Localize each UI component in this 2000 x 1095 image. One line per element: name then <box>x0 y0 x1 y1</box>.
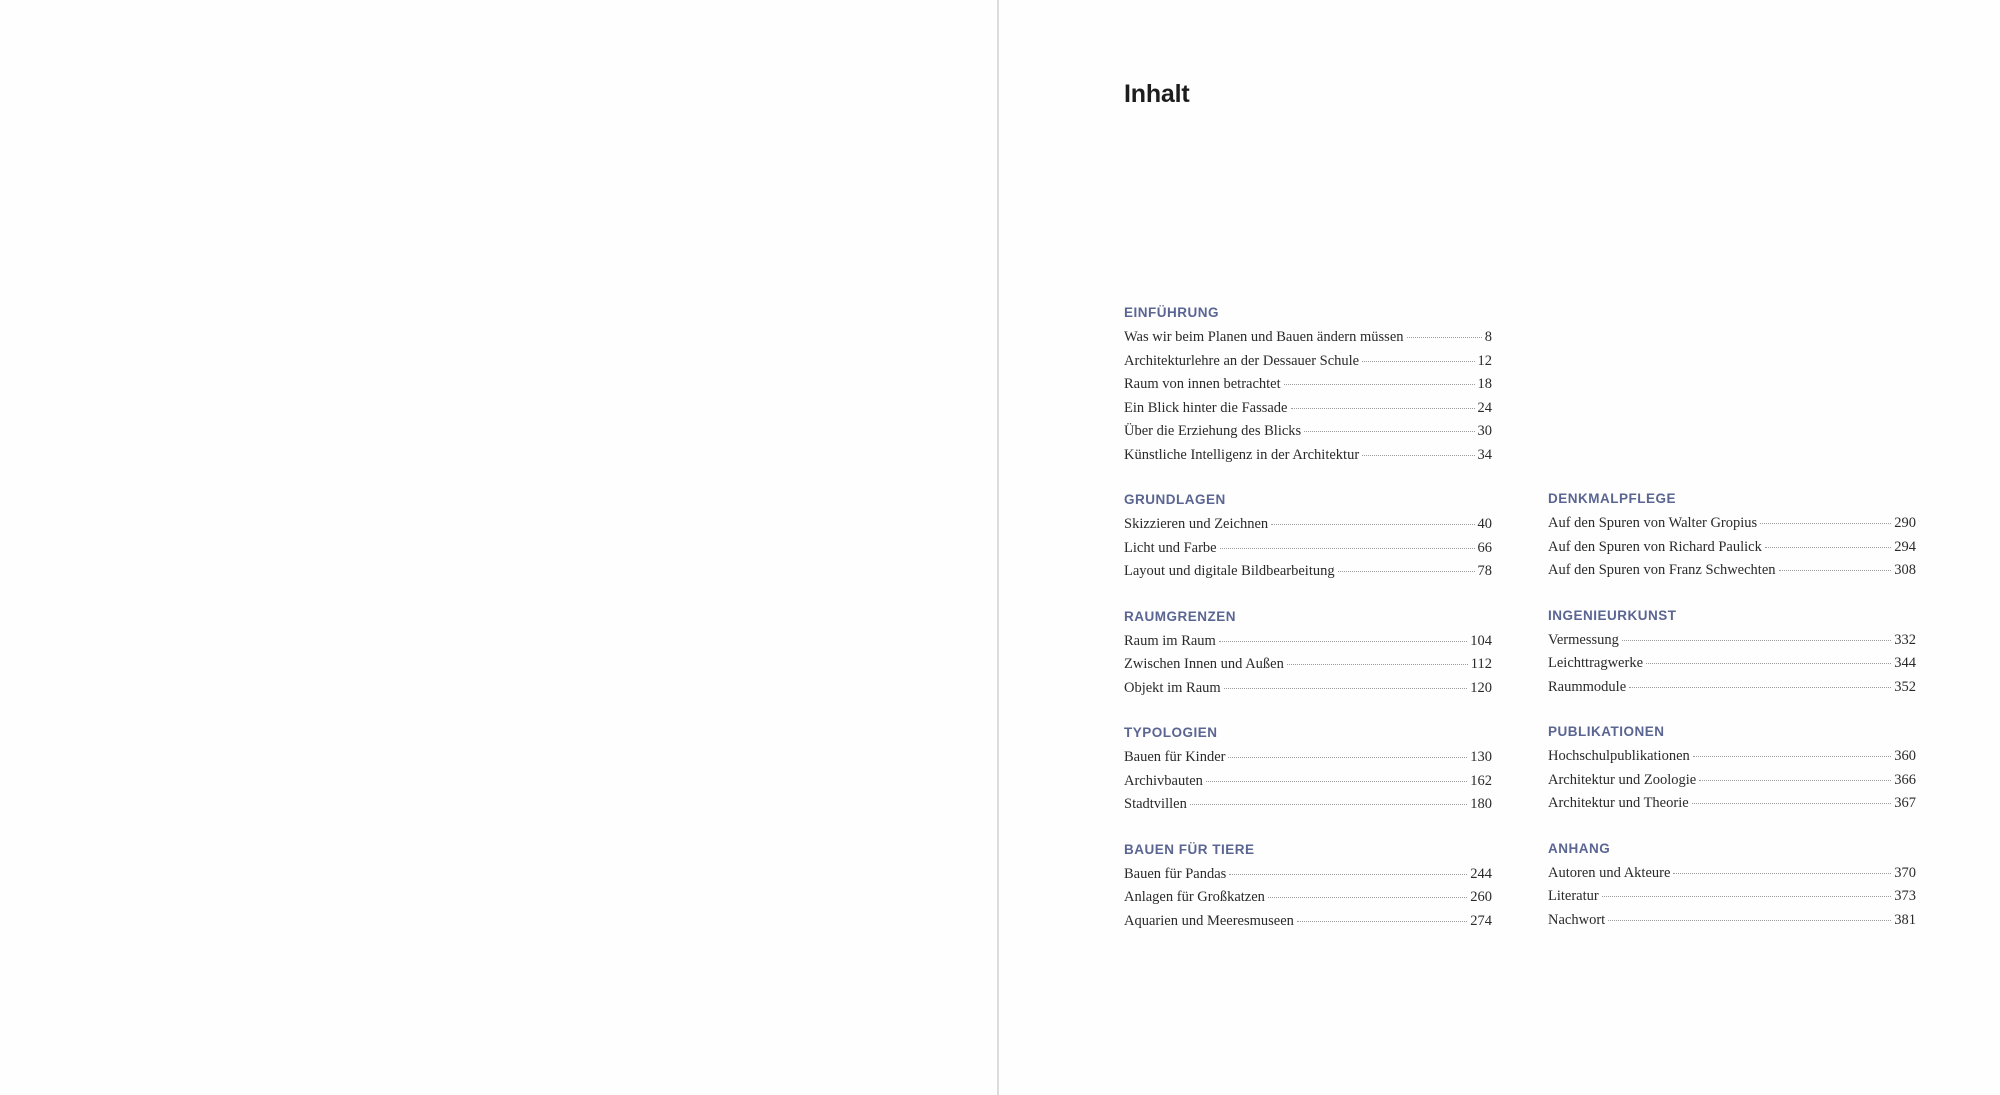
toc-entry-page-number: 294 <box>1894 538 1916 555</box>
toc-entry-page-number: 112 <box>1470 656 1492 672</box>
toc-entry-page-number: 360 <box>1894 748 1916 764</box>
toc-entry[interactable] <box>1124 653 1492 677</box>
toc-section <box>1124 490 1492 584</box>
toc-entry-title: Hochschulpublikationen <box>1548 748 1690 764</box>
toc-entry-title: Autoren und Akteure <box>1548 864 1671 881</box>
toc-entry-page-number: 40 <box>1477 516 1492 532</box>
dot-leader <box>1699 780 1891 781</box>
toc-entry-title: Auf den Spuren von Franz Schwechten <box>1548 562 1776 578</box>
section-heading: INGENIEURKUNST <box>1548 607 1677 623</box>
toc-entry[interactable] <box>1548 676 1916 700</box>
dot-leader <box>1291 408 1475 409</box>
toc-section <box>1124 723 1492 817</box>
toc-entry-title: Raum von innen betrachtet <box>1124 376 1281 392</box>
toc-entry-page-number: 130 <box>1470 749 1492 765</box>
toc-entry[interactable] <box>1548 512 1916 536</box>
toc-entry[interactable] <box>1124 770 1492 794</box>
toc-entry-page-number: 180 <box>1470 796 1492 812</box>
toc-entry[interactable] <box>1548 536 1916 560</box>
toc-entry-title: Stadtvillen <box>1124 796 1187 812</box>
toc-entry-page-number: 18 <box>1477 376 1492 392</box>
toc-entry-page-number: 352 <box>1894 678 1916 695</box>
toc-entry[interactable] <box>1124 793 1492 817</box>
toc-entry[interactable] <box>1124 373 1492 397</box>
dot-leader <box>1622 640 1891 641</box>
toc-entry-page-number: 78 <box>1477 563 1492 579</box>
dot-leader <box>1692 803 1892 804</box>
toc-entry[interactable] <box>1548 745 1916 769</box>
toc-entry-title: Nachwort <box>1548 911 1606 928</box>
toc-entry-title: Leichttragwerke <box>1548 655 1644 671</box>
dot-leader <box>1602 896 1892 897</box>
toc-entry-page-number: 308 <box>1894 562 1916 578</box>
toc-entry[interactable] <box>1124 444 1492 468</box>
toc-entry-page-number: 381 <box>1894 911 1916 928</box>
toc-entry-page-number: 12 <box>1477 352 1492 369</box>
toc-entry-title: Archivbauten <box>1124 772 1203 789</box>
toc-entry-page-number: 290 <box>1894 515 1916 531</box>
toc-entry-page-number: 66 <box>1477 539 1492 556</box>
toc-entry-list <box>1124 513 1492 584</box>
toc-entry-list <box>1124 746 1492 817</box>
toc-entry-page-number: 104 <box>1470 632 1492 649</box>
section-heading: GRUNDLAGEN <box>1124 492 1226 507</box>
toc-entry-list <box>1548 745 1916 816</box>
left-page <box>0 0 999 1095</box>
toc-entry-title: Objekt im Raum <box>1124 679 1221 696</box>
dot-leader <box>1765 547 1891 548</box>
section-heading: BAUEN FÜR TIERE <box>1124 841 1255 857</box>
toc-entry[interactable] <box>1124 746 1492 770</box>
toc-entry-title: Anlagen für Großkatzen <box>1124 889 1265 905</box>
toc-entry-page-number: 244 <box>1470 865 1492 882</box>
toc-section <box>1548 839 1916 933</box>
toc-entry-title: Auf den Spuren von Richard Paulick <box>1548 538 1762 555</box>
toc-entry[interactable] <box>1548 652 1916 676</box>
toc-entry-page-number: 162 <box>1470 772 1492 789</box>
toc-entry-page-number: 30 <box>1477 423 1492 439</box>
page-title: Inhalt <box>1124 80 1190 108</box>
toc-entry-page-number: 24 <box>1477 399 1492 416</box>
toc-entry[interactable] <box>1548 629 1916 653</box>
toc-entry[interactable] <box>1548 792 1916 816</box>
section-heading: PUBLIKATIONEN <box>1548 724 1665 739</box>
toc-entry[interactable] <box>1124 537 1492 561</box>
toc-entry[interactable] <box>1124 863 1492 887</box>
toc-entry-title: Künstliche Intelligenz in der Architektur <box>1124 446 1360 463</box>
toc-entry-page-number: 260 <box>1470 889 1492 905</box>
toc-entry-page-number: 120 <box>1470 679 1492 696</box>
toc-entry-title: Literatur <box>1548 888 1599 904</box>
toc-entry-page-number: 370 <box>1894 864 1916 881</box>
section-heading: RAUMGRENZEN <box>1124 608 1236 624</box>
section-heading: EINFÜHRUNG <box>1124 305 1219 320</box>
toc-entry-page-number: 344 <box>1894 655 1916 671</box>
dot-leader <box>1338 571 1475 572</box>
toc-entry-title: Aquarien und Meeresmuseen <box>1124 912 1294 929</box>
toc-section <box>1548 722 1916 816</box>
toc-entry-title: Layout und digitale Bildbearbeitung <box>1124 563 1335 579</box>
toc-entry[interactable] <box>1124 326 1492 350</box>
dot-leader <box>1228 757 1467 758</box>
toc-entry-list <box>1124 863 1492 934</box>
dot-leader <box>1229 874 1467 875</box>
toc-entry-list <box>1548 512 1916 583</box>
toc-entry[interactable] <box>1548 862 1916 886</box>
toc-entry-title: Ein Blick hinter die Fassade <box>1124 399 1288 416</box>
dot-leader <box>1407 337 1482 338</box>
toc-entry-title: Raum im Raum <box>1124 632 1216 649</box>
dot-leader <box>1287 664 1468 665</box>
toc-entry-title: Bauen für Kinder <box>1124 749 1226 765</box>
toc-entry-page-number: 274 <box>1470 912 1492 929</box>
dot-leader <box>1362 361 1474 362</box>
toc-column-left <box>1124 303 1492 956</box>
dot-leader <box>1284 384 1475 385</box>
toc-entry-page-number: 332 <box>1894 631 1916 648</box>
toc-entry-title: Raummodule <box>1548 678 1627 695</box>
toc-entry[interactable] <box>1548 769 1916 793</box>
right-page <box>999 0 2000 1095</box>
toc-entry-page-number: 34 <box>1477 446 1492 463</box>
dot-leader <box>1646 663 1891 664</box>
toc-entry-page-number: 367 <box>1894 795 1916 811</box>
section-heading: DENKMALPFLEGE <box>1548 491 1676 506</box>
toc-entry[interactable] <box>1548 885 1916 909</box>
toc-entry-title: Licht und Farbe <box>1124 539 1217 556</box>
toc-entry-title: Über die Erziehung des Blicks <box>1124 423 1302 439</box>
toc-entry-list <box>1124 630 1492 701</box>
dot-leader <box>1206 781 1467 782</box>
toc-entry-title: Auf den Spuren von Walter Gropius <box>1548 515 1758 531</box>
dot-leader <box>1362 455 1474 456</box>
toc-entry-title: Skizzieren und Zeichnen <box>1124 516 1269 532</box>
toc-entry[interactable] <box>1124 513 1492 537</box>
section-heading: ANHANG <box>1548 840 1611 856</box>
toc-entry[interactable] <box>1124 630 1492 654</box>
toc-entry-title: Bauen für Pandas <box>1124 865 1227 882</box>
toc-entry[interactable] <box>1124 560 1492 584</box>
toc-entry-page-number: 373 <box>1894 888 1916 904</box>
dot-leader <box>1268 897 1467 898</box>
toc-section <box>1124 607 1492 701</box>
toc-entry-title: Architekturlehre an der Dessauer Schule <box>1124 352 1360 369</box>
toc-entry-title: Vermessung <box>1548 631 1619 648</box>
toc-entry-page-number: 366 <box>1894 771 1916 788</box>
toc-entry[interactable] <box>1124 350 1492 374</box>
toc-entry[interactable] <box>1124 397 1492 421</box>
dot-leader <box>1271 524 1474 525</box>
toc-entry-list <box>1548 862 1916 933</box>
dot-leader <box>1693 756 1891 757</box>
dot-leader <box>1297 921 1467 922</box>
toc-entry-title: Was wir beim Planen und Bauen ändern müssen <box>1124 329 1404 345</box>
dot-leader <box>1608 920 1891 921</box>
toc-entry[interactable] <box>1124 910 1492 934</box>
toc-entry[interactable] <box>1124 677 1492 701</box>
dot-leader <box>1190 804 1467 805</box>
toc-entry-list <box>1548 629 1916 700</box>
section-heading: TYPOLOGIEN <box>1124 725 1218 740</box>
toc-section <box>1124 840 1492 934</box>
dot-leader <box>1673 873 1891 874</box>
toc-entry-title: Architektur und Theorie <box>1548 795 1689 811</box>
toc-section <box>1124 303 1492 467</box>
toc-entry-page-number: 8 <box>1484 329 1492 345</box>
toc-entry[interactable] <box>1548 559 1916 583</box>
dot-leader <box>1220 548 1475 549</box>
toc-entry[interactable] <box>1124 420 1492 444</box>
toc-section <box>1548 606 1916 700</box>
dot-leader <box>1219 641 1467 642</box>
toc-entry-list <box>1124 326 1492 467</box>
toc-column-right <box>1548 489 1916 955</box>
dot-leader <box>1629 687 1891 688</box>
dot-leader <box>1224 688 1468 689</box>
toc-section <box>1548 489 1916 583</box>
toc-entry[interactable] <box>1124 886 1492 910</box>
dot-leader <box>1760 523 1891 524</box>
toc-entry[interactable] <box>1548 909 1916 933</box>
dot-leader <box>1779 570 1892 571</box>
toc-entry-title: Zwischen Innen und Außen <box>1124 656 1284 672</box>
toc-entry-title: Architektur und Zoologie <box>1548 771 1697 788</box>
dot-leader <box>1304 431 1474 432</box>
